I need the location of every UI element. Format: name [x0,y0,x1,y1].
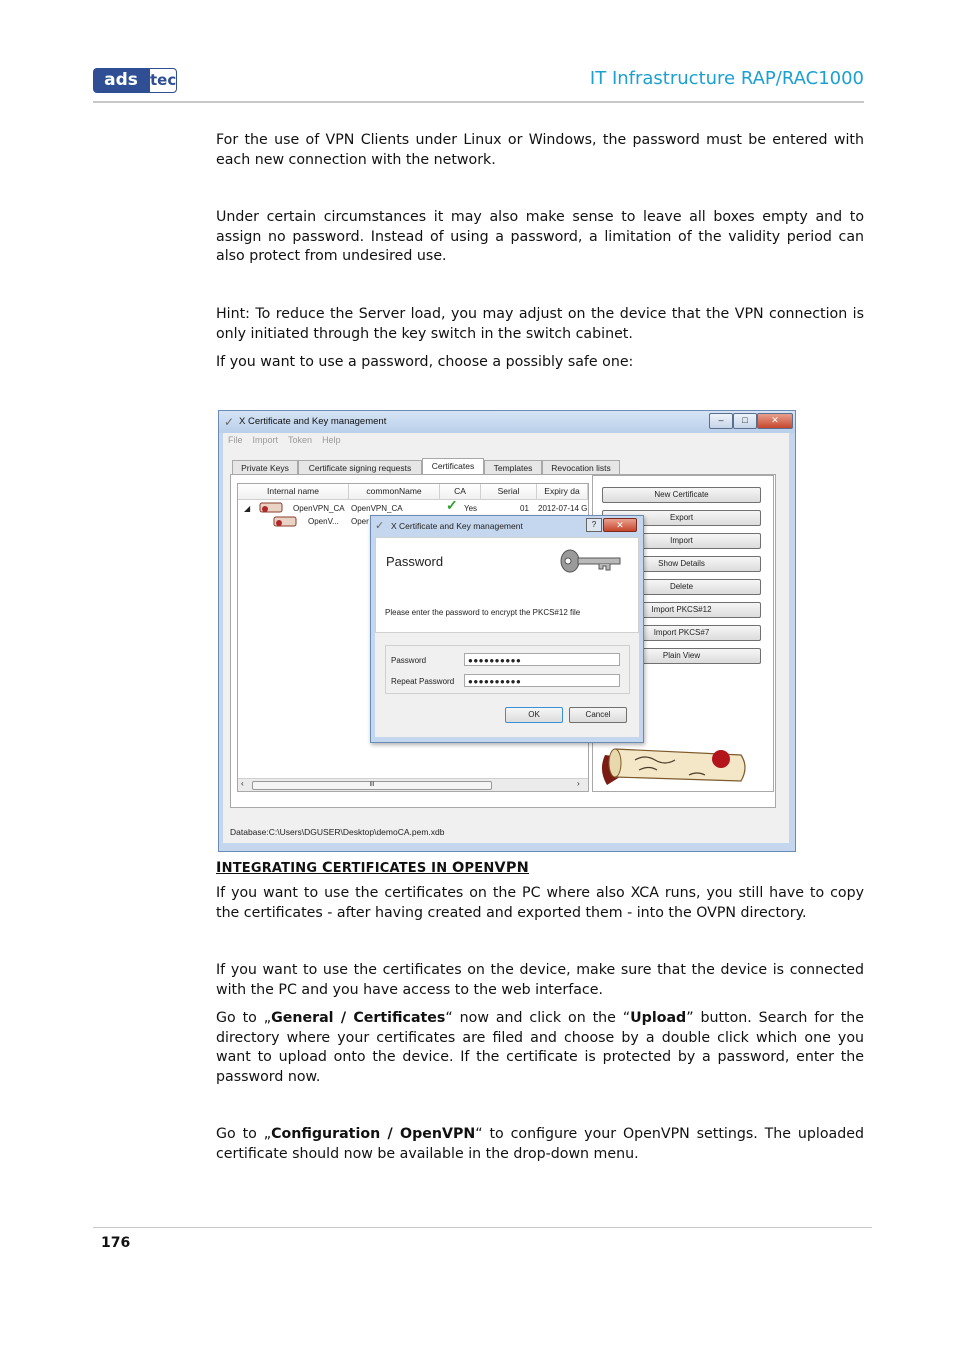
dialog-header-area [375,537,639,633]
cancel-button[interactable]: Cancel [569,707,627,723]
paragraph-empty-boxes: Under certain circumstances it may also make sense to leave all boxes empty and to assign no password. Instead of using a password, a limitation of the validity period can also protect from undesired use. [216,209,864,265]
header-divider [93,101,864,103]
scroll-left-icon[interactable]: ‹ [241,779,244,788]
show-details-button[interactable]: Show Details [602,556,761,572]
paragraph-copy-certificates: If you want to use the certificates on the PC where also XCA runs, you still have to copy the certificates - after having created and exported them - into the OVPN directory. [216,885,864,921]
logo-ads: ads [93,68,149,93]
database-path: Database:C:\Users\DGUSER\Desktop\demoCA.pem.xdb [230,827,445,837]
adstec-logo [93,68,177,93]
paragraph-configuration: Go to „Configuration / OpenVPN“ to configure your OpenVPN settings. The uploaded certificate should now be available in the drop-down menu. [216,1126,864,1162]
menu-file[interactable]: File [228,435,243,445]
check-icon: ✓ [446,497,458,513]
dialog-message: Please enter the password to encrypt the PKCS#12 file [385,608,581,617]
column-expiry[interactable]: Expiry da [537,484,588,500]
tab-certificates[interactable]: Certificates [422,458,484,475]
paragraph-upload: Go to „General / Certificates“ now and click on the “Upload” button. Search for the directory where your certificates are filed and choose by a double click which one you want to upload onto the device. If the certificate is protected by a password, enter the password now. [216,1010,864,1085]
plain-view-button[interactable]: Plain View [602,648,761,664]
row-internal-name[interactable]: OpenV... [308,517,339,526]
status-bar [223,821,789,843]
logo-tec: tec [149,68,177,93]
certificate-icon: ✓ [375,520,385,532]
paragraph-vpn-password: For the use of VPN Clients under Linux or Windows, the password must be entered with each new connection with the network. [216,132,864,168]
certificate-icon [272,515,304,529]
ok-button[interactable]: OK [505,707,563,723]
footer-divider [93,1227,872,1228]
row-common-name[interactable]: Oper [351,517,369,526]
xca-screenshot [218,410,796,852]
column-common-name[interactable]: commonName [349,484,440,500]
scroll-right-icon[interactable]: › [577,779,580,788]
minimize-button[interactable]: – [709,413,733,429]
new-certificate-button[interactable]: New Certificate [602,487,761,503]
password-input[interactable]: ●●●●●●●●●● [464,653,620,666]
column-serial[interactable]: Serial [481,484,537,500]
dialog-title: X Certificate and Key management [391,521,523,531]
horizontal-scrollbar[interactable] [238,778,588,791]
paragraph-safe-password: If you want to use a password, choose a possibly safe one: [216,354,634,370]
password-dialog [370,515,644,743]
import-button[interactable]: Import [602,533,761,549]
document-title: IT Infrastructure RAP/RAC1000 [589,68,864,89]
certificate-icon [256,501,286,515]
tab-csr[interactable]: Certificate signing requests [298,460,422,475]
repeat-password-input[interactable]: ●●●●●●●●●● [464,674,620,687]
expand-arrow-icon[interactable]: ◢ [244,504,251,513]
dialog-heading: Password [386,554,444,569]
tab-templates[interactable]: Templates [484,460,542,475]
window-titlebar [219,411,795,433]
paragraph-device-connected: If you want to use the certificates on the device, make sure that the device is connected with the PC and you have access to the web interface. [216,962,864,998]
section-heading: INTEGRATING CERTIFICATES IN OPENVPN [216,860,530,876]
page-number: 176 [101,1235,131,1251]
import-pkcs12-button[interactable]: Import PKCS#12 [602,602,761,618]
dialog-close-button[interactable]: ✕ [603,518,637,532]
password-group [385,645,630,694]
tab-private-keys[interactable]: Private Keys [232,460,298,475]
menu-token[interactable]: Token [288,435,313,445]
repeat-password-label: Repeat Password [391,677,455,686]
tab-revocation-lists[interactable]: Revocation lists [542,460,620,475]
maximize-button[interactable]: □ [733,413,757,429]
help-button[interactable]: ? [586,518,602,532]
dialog-body [375,537,639,737]
key-icon [559,548,623,576]
row-common-name[interactable]: OpenVPN_CA [351,504,403,513]
menu-import[interactable]: Import [252,435,279,445]
xca-scroll-logo-icon [593,735,751,797]
row-serial[interactable]: 01 [520,504,529,513]
menu-help[interactable]: Help [322,435,341,445]
delete-button[interactable]: Delete [602,579,761,595]
column-ca[interactable]: CA [440,484,481,500]
menu-bar [223,433,789,447]
window-title: X Certificate and Key management [239,416,387,427]
column-internal-name[interactable]: Internal name [238,484,349,500]
close-button[interactable]: ✕ [757,413,793,429]
import-pkcs7-button[interactable]: Import PKCS#7 [602,625,761,641]
row-expiry[interactable]: 2012-07-14 G [538,504,588,513]
scroll-thumb[interactable]: III [252,781,492,790]
row-internal-name[interactable]: OpenVPN_CA [293,504,345,513]
export-button[interactable]: Export [602,510,761,526]
password-label: Password [391,656,427,665]
row-ca[interactable]: Yes [464,504,478,513]
certificate-icon: ✓ [224,415,235,429]
paragraph-hint: Hint: To reduce the Server load, you may adjust on the device that the VPN connection is only initiated through the key switch in the switch cabinet. [216,306,864,342]
